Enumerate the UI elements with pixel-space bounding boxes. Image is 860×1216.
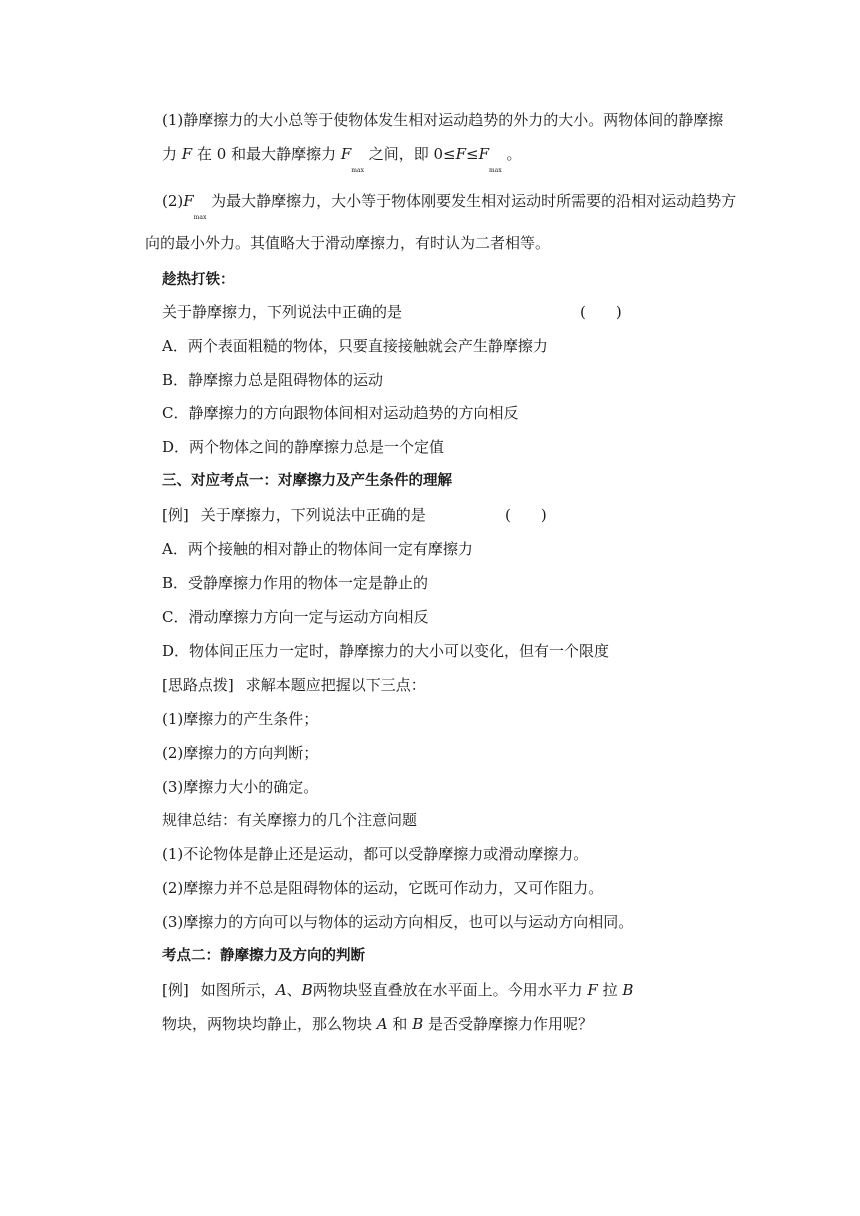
- example-line-2: [162, 1013, 593, 1035]
- var-f-max: F: [340, 145, 352, 163]
- text: 之间，即 0≤: [368, 145, 456, 163]
- option-b: B．受静摩擦力作用的物体一定是静止的: [162, 574, 429, 592]
- option-c: C．静摩擦力的方向跟物体间相对运动趋势的方向相反: [162, 404, 519, 422]
- paragraph-2-line-1: [162, 190, 737, 221]
- answer-bracket: ( ): [505, 506, 547, 524]
- text: 关于摩擦力，下列说法中正确的是: [200, 506, 426, 524]
- hint-item: (1)摩擦力的产生条件；: [162, 710, 319, 728]
- paragraph-1-line-2: [162, 143, 522, 174]
- var-f: F: [181, 145, 193, 163]
- var-a: A: [275, 981, 287, 999]
- summary-title: 规律总结：有关摩擦力的几个注意问题: [162, 811, 418, 829]
- answer-bracket: ( ): [580, 303, 622, 321]
- text: (2): [162, 192, 184, 210]
- text: 向的最小外力。其值略大于滑动摩擦力，有时认为二者相等。: [145, 234, 551, 252]
- text: 和: [392, 1015, 408, 1033]
- var-f-max: F: [478, 145, 490, 163]
- text: 关于静摩擦力，下列说法中正确的是: [162, 303, 403, 321]
- example-line-1: [162, 979, 633, 1001]
- text: 、: [286, 981, 302, 999]
- text: 求解本题应把握以下三点：: [245, 676, 426, 694]
- var-f: F: [587, 981, 598, 999]
- subscript-max: max: [193, 214, 207, 221]
- var-a: A: [376, 1015, 388, 1033]
- option-d: D．两个物体之间的静摩擦力总是一个定值: [162, 438, 445, 456]
- summary-item: (1)不论物体是静止还是运动，都可以受静摩擦力或滑动摩擦力。: [162, 845, 589, 863]
- subscript-max: max: [351, 167, 364, 174]
- paragraph-2-line-2: [145, 232, 550, 254]
- text: (1)静摩擦力的大小总等于使物体发生相对运动趋势的外力的大小。两物体间的静摩擦: [162, 111, 724, 129]
- var-b: B: [622, 981, 634, 999]
- summary-item: (2)摩擦力并不总是阻碍物体的运动，它既可作动力，又可作阻力。: [162, 879, 604, 897]
- section-3-heading: 三、对应考点一：对摩擦力及产生条件的理解: [162, 473, 452, 489]
- quiz-heading: 趁热打铁：: [162, 272, 235, 288]
- text: 物块，两物块均静止，那么物块: [162, 1015, 373, 1033]
- text: 是否受静摩擦力作用呢？: [428, 1015, 594, 1033]
- example-label: [例]: [162, 506, 189, 524]
- text: 两物块竖直叠放在水平面上。今用水平力: [312, 981, 583, 999]
- hint-line: [162, 674, 426, 696]
- var-f: F: [455, 145, 467, 163]
- example-line: [162, 504, 426, 526]
- option-a: A．两个接触的相对静止的物体间一定有摩擦力: [162, 540, 473, 558]
- option-b: B．静摩擦力总是阻碍物体的运动: [162, 371, 384, 389]
- hint-item: (3)摩擦力大小的确定。: [162, 778, 319, 796]
- summary-item: (3)摩擦力的方向可以与物体的运动方向相反，也可以与运动方向相同。: [162, 913, 634, 931]
- example-label: [例]: [162, 981, 189, 999]
- text: 力: [162, 145, 178, 163]
- option-d: D．物体间正压力一定时，静摩擦力的大小可以变化，但有一个限度: [162, 642, 610, 660]
- text: 拉: [602, 981, 618, 999]
- var-b: B: [412, 1015, 424, 1033]
- subscript-max: max: [489, 167, 502, 174]
- text: 在 0 和最大静摩擦力: [197, 145, 337, 163]
- hint-label: [思路点拨]: [162, 676, 234, 694]
- text: 如图所示，: [200, 981, 276, 999]
- section-4-heading: 考点二：静摩擦力及方向的判断: [162, 948, 365, 964]
- var-f-max: F: [183, 192, 194, 210]
- hint-item: (2)摩擦力的方向判断；: [162, 744, 319, 762]
- le-symbol: ≤: [466, 145, 479, 163]
- paragraph-1-line-1: [162, 109, 723, 131]
- var-b: B: [301, 981, 313, 999]
- text: 。: [506, 145, 522, 163]
- text: 为最大静摩擦力，大小等于物体刚要发生相对运动时所需要的沿相对运动趋势方: [211, 192, 737, 210]
- option-c: C．滑动摩擦力方向一定与运动方向相反: [162, 608, 429, 626]
- quiz-question: [162, 301, 402, 323]
- option-a: A．两个表面粗糙的物体，只要直接接触就会产生静摩擦力: [162, 337, 548, 355]
